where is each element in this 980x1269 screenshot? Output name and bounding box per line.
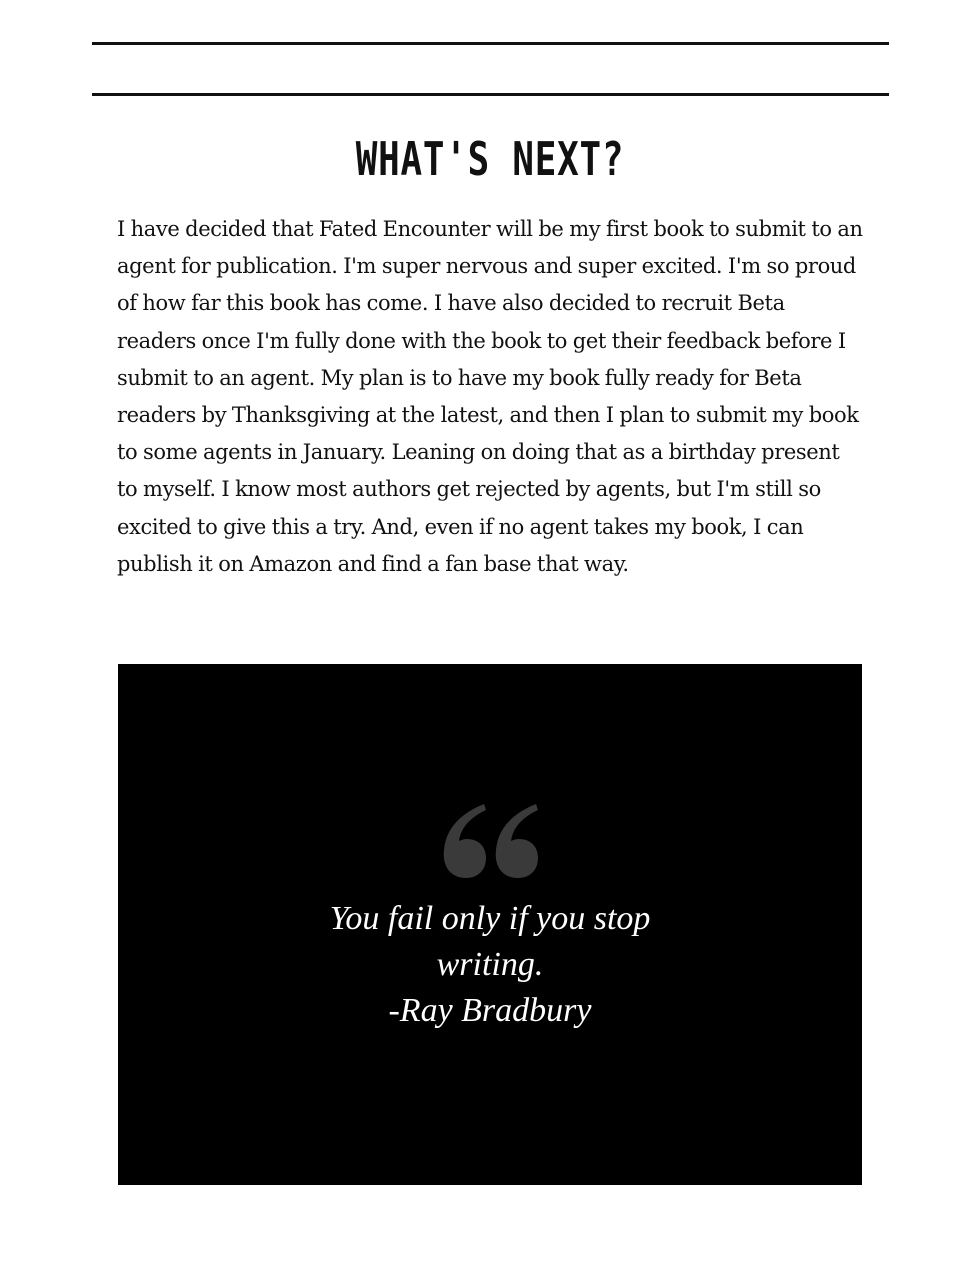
quote-panel bbox=[118, 664, 862, 1185]
quote-mark-icon bbox=[118, 802, 862, 882]
bottom-divider bbox=[92, 93, 889, 96]
page-title: WHAT'S NEXT? bbox=[355, 132, 625, 186]
body-paragraph: I have decided that Fated Encounter will be my first book to submit to an agent for publication. I'm super nervous and super excited. I'm so proud of how far this book has come. I have also decided to recruit Beta readers once I'm fully done with the book to get their feedback before I submit to an agent. My plan is to have my book fully ready for Beta readers by Thanksgiving at the latest, and then I plan to submit my book to some agents in January. Leaning on doing that as a birthday present to myself. I know most authors get rejected by agents, but I'm still so excited to give this a try. And, even if no agent takes my book, I can publish it on Amazon and find a fan base that way. bbox=[117, 217, 863, 576]
quote-line-2: writing. bbox=[436, 946, 544, 983]
quote-attribution: -Ray Bradbury bbox=[388, 992, 592, 1029]
quote-text bbox=[118, 896, 862, 1034]
quote-line-1: You fail only if you stop bbox=[329, 900, 651, 937]
top-divider bbox=[92, 42, 889, 45]
